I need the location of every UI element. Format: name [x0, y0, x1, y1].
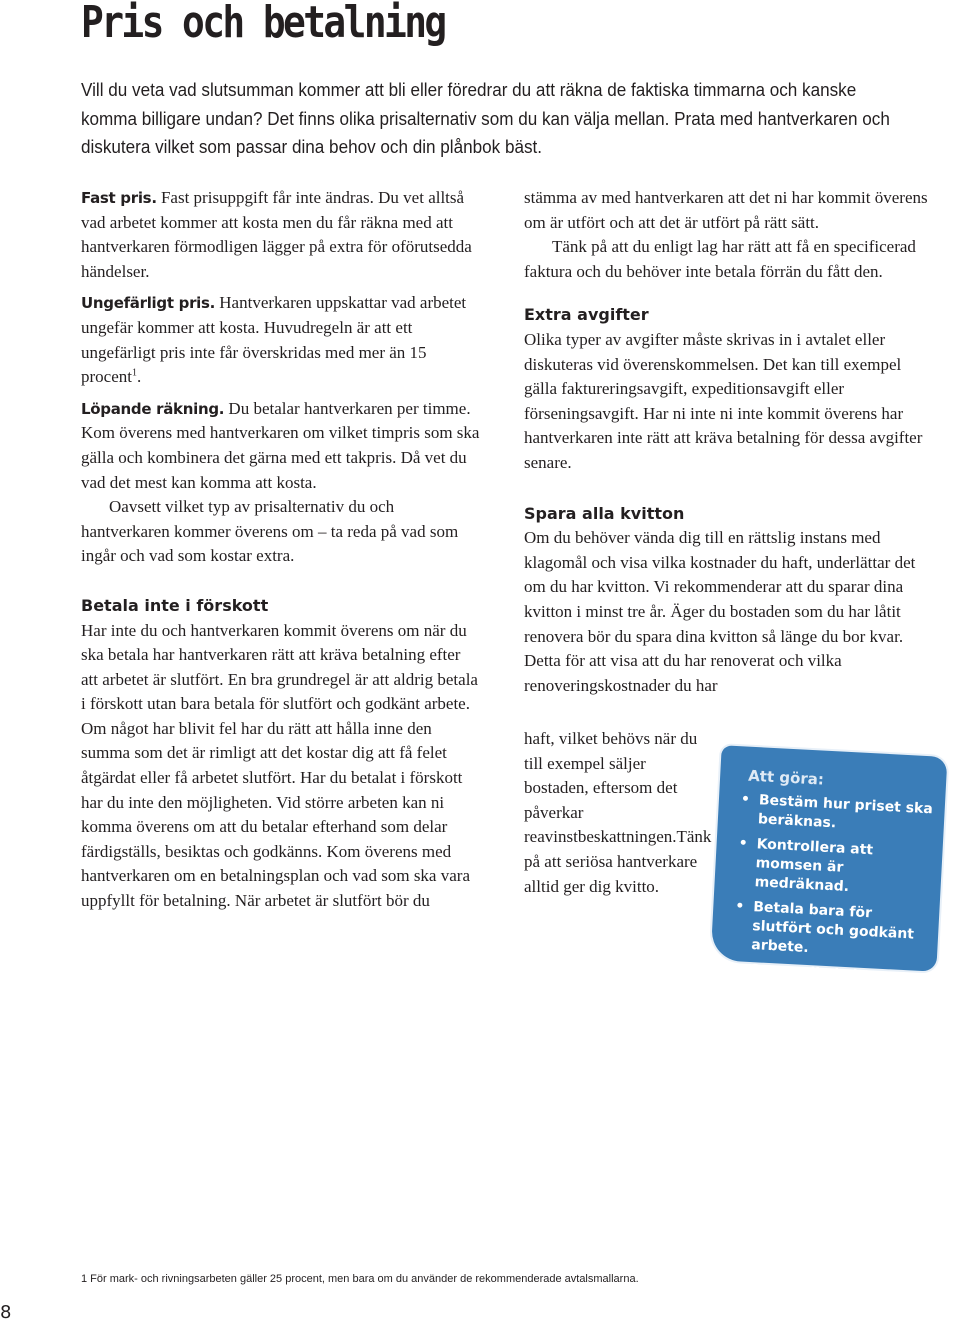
- lag-paragraph: Tänk på att du enligt lag har rätt att få en specificerad faktura och du behöver inte betala förrän du fått den.: [524, 237, 916, 281]
- kvitton-heading: Spara alla kvitton: [524, 503, 685, 523]
- forskott-heading: Betala inte i förskott: [81, 595, 269, 615]
- ungefarligt-text: Hantverkaren uppskattar vad arbetet ungefär kommer att kosta. Huvudregeln är att ett ungefärligt pris inte får överskridas med mer än 15 procent: [81, 293, 467, 387]
- ungefarligt-end: .: [136, 367, 142, 387]
- todo-title: Att göra:: [747, 766, 825, 789]
- fast-pris-text: Fast prisuppgift får inte ändras. Du vet alltså vad arbetet kommer att kosta men du får räkna med att hantverkaren förmodligen lägger på extra för oförutsedda händelser.: [81, 188, 472, 281]
- bullet-icon: •: [738, 835, 749, 852]
- oavsett-paragraph: Oavsett vilket typ av prisalternativ du och hantverkaren kommer överens om – ta reda på vad som ingår och vad som kostar extra.: [81, 497, 459, 566]
- lopande-label: Löpande räkning.: [81, 399, 225, 418]
- extra-avgifter-heading: Extra avgifter: [524, 305, 649, 325]
- ungefarligt-paragraph: [81, 291, 481, 389]
- todo-list: [729, 790, 939, 995]
- extra-avgifter-paragraph: Olika typer av avgifter måste skrivas in i avtalet eller diskuteras vid överenskommelsen. Det kan till exempel gälla faktureringsavgift, expeditionsavgift eller förseningsavgift. Har ni inte ni inte kommit överens har hantverkaren inte rätt att kräva betalning för dessa avgifter senare.: [524, 329, 923, 472]
- fast-pris-paragraph: [81, 186, 481, 284]
- ungefarligt-label: Ungefärligt pris.: [81, 294, 216, 313]
- intro-paragraph: Vill du veta vad slutsumman kommer att bli eller föredrar du att räkna de faktiska timmarna och kanske komma billigare undan? Det finns olika prisalternativ som du kan välja mellan. Prata med hantverkaren och diskutera vilket som passar dina behov och din plånbok bäst.: [81, 80, 890, 157]
- footnote-ref: 1: [131, 367, 137, 379]
- todo-item: • Kontrollera att momsen är medräknad.: [738, 835, 874, 896]
- continued-paragraph: stämma av med hantverkaren att det ni har kommit överens om är utfört och att det är utfört på rätt sätt.: [524, 188, 928, 232]
- todo-item: • Bestäm hur priset ska beräknas.: [740, 791, 934, 832]
- footnote: 1 För mark- och rivningsarbeten gäller 25 procent, men bara om du använder de rekommenderade avtalsmallarna.: [81, 1273, 639, 1285]
- right-column: [524, 186, 938, 698]
- page-number: 8: [0, 1302, 12, 1323]
- forskott-paragraph: Har inte du och hantverkaren kommit överens om när du ska betala har hantverkaren rätt att kräva betalning efter att arbetet är slutfört. En bra grundregel är att aldrig betala i förskott utan bara betala för slutfört och godkänt arbete. Om något har blivit fel har du rätt att hålla inne den summa som det är rimligt att det kostar dig att få felet åtgärdat eller få arbetet slutfört. Har du betalat i förskott har du inte den möjligheten. Vid större arbeten kan ni komma överens om att du betalar efterhand som delar färdigställs, besiktas och godkänns. Kom överens med hantverkaren om en betalningsplan och vad som ska vara uppfyllt för betalning. När arbetet är slutfört bör du: [81, 620, 478, 911]
- bullet-icon: •: [731, 961, 742, 978]
- todo-callout: [711, 745, 948, 986]
- fast-pris-label: Fast pris.: [81, 189, 157, 207]
- kvitton-paragraph-end: haft, vilket behövs när du till exempel säljer bostaden, eftersom det påverkar reavinstbeskattningen.Tänk på att seriösa hantverkare alltid ger dig kvitto.: [524, 729, 712, 896]
- left-column: [81, 186, 481, 914]
- lopande-paragraph: [81, 397, 481, 495]
- kvitton-paragraph: Om du behöver vända dig till en rättslig instans med klagomål och visa vilka kostnader du haft, underlättar det om du har kvitton. Vi rekommenderar att du sparar dina kvitton i minst tre år. Äger du bostaden som du har låtit renovera bör du spara dina kvitton så länge du bor kvar. Detta för att visa att du har renoverat och vilka renoveringskostnader du har: [524, 528, 916, 695]
- todo-item: • Betala bara för slutfört och godkänt arbete.: [734, 898, 915, 957]
- bullet-icon: •: [734, 898, 745, 915]
- lopande-text: Du betalar hantverkaren per timme. Kom överens med hantverkaren om vilket timpris som ska gälla och kombinera det gärna med ett takpris. Då vet du vad det mest kan komma att kosta.: [81, 398, 480, 492]
- bullet-icon: •: [740, 791, 751, 808]
- todo-item: • Spara alla kvitton.: [731, 961, 896, 986]
- page-title: Pris och betalning: [81, 0, 445, 48]
